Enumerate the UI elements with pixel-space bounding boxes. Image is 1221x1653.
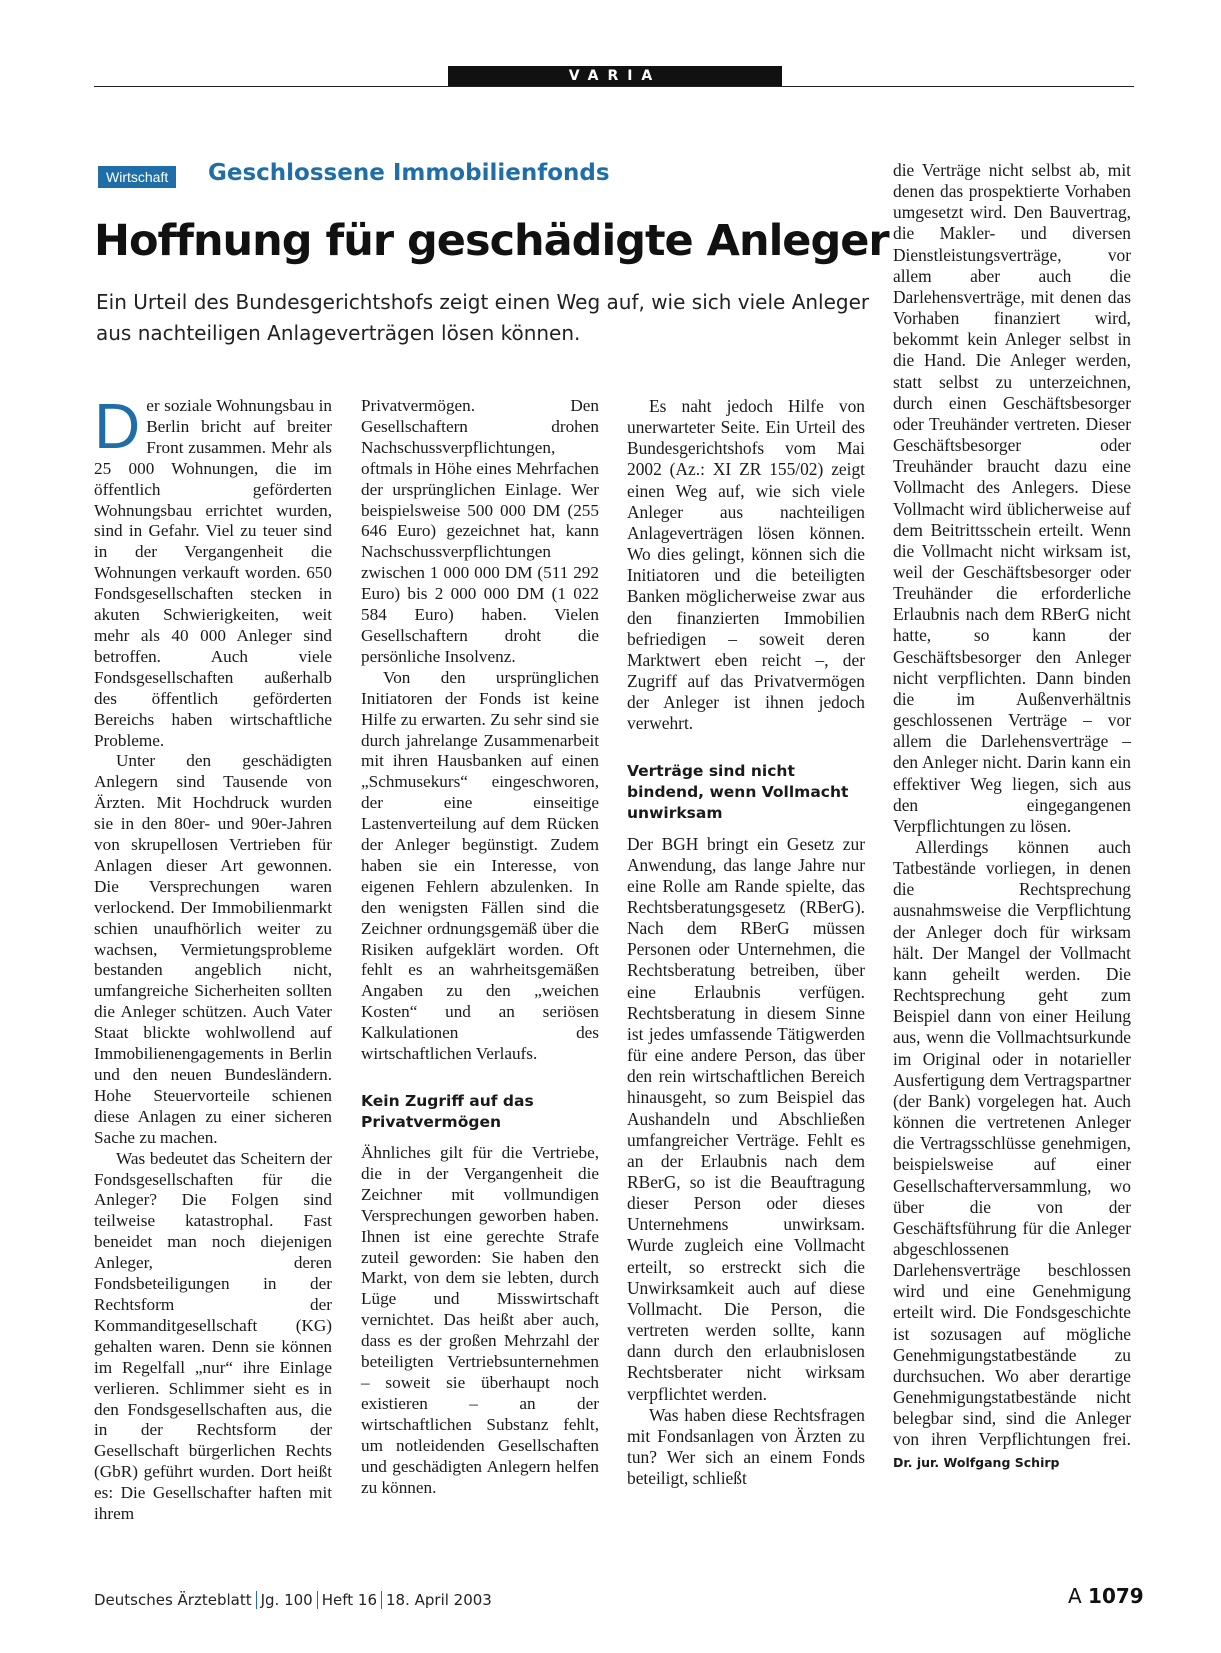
paragraph: er soziale Wohnungsbau in Berlin bricht auf breiter Front zusammen. Mehr als 25 000 Wohnungen, die im öffentlich geförderten Wohnungsbau errichtet wurden, sind in Gefahr. Viel zu teuer sind in der Vergangenheit die Wohnungen verkauft worden. 650 Fondsgesellschaften stecken in akuten Schwierigkeiten, weit mehr als 40 000 Anleger sind betroffen. Auch viele Fondsgesellschaften außerhalb des öffentlich geförderten Bereichs haben wirtschaftliche Probleme. [94, 396, 332, 750]
column-2 [361, 396, 599, 1498]
top-rule [94, 86, 1134, 87]
separator [256, 1591, 257, 1609]
column-4 [893, 160, 1131, 1473]
separator [317, 1591, 318, 1609]
subheading: Verträge sind nicht bindend, wenn Vollmacht unwirksam [627, 761, 849, 822]
column-1 [94, 390, 332, 1525]
page-prefix: A [1068, 1584, 1082, 1608]
footer [94, 1591, 492, 1609]
volume: Jg. 100 [260, 1591, 313, 1609]
paragraph: Was haben diese Rechtsfragen mit Fondsanlagen von Ärzten zu tun? Wer sich an einem Fonds beteiligt, schließt [627, 1404, 865, 1489]
section-bar: VARIA [448, 66, 782, 87]
paragraph: Privatvermögen. Den Gesellschaftern drohen Nachschussverpflichtungen, oftmals in Höhe eines Mehrfachen der ursprünglichen Einlage. Wer beispielsweise 500 000 DM (255 646 Euro) gezeichnet hat, kann Nachschussverpflichtungen zwischen 1 000 000 DM (511 292 Euro) bis 2 000 000 DM (1 022 584 Euro) haben. Vielen Gesellschaftern droht die persönliche Insolvenz. [361, 396, 599, 666]
paragraph [893, 837, 1131, 1473]
page-number [1068, 1584, 1144, 1608]
separator [381, 1591, 382, 1609]
column-3 [627, 396, 865, 1489]
author: Dr. jur. Wolfgang Schirp [893, 1454, 1060, 1470]
paragraph: die Verträge nicht selbst ab, mit denen das prospektierte Vorhaben umgesetzt wird. Den Bauvertrag, die Makler- und diversen Dienstleistungsverträge, vor allem aber auch die Darlehensverträge, mit denen das Vorhaben finanziert wird, bekommt kein Anleger selbst in die Hand. Die Anleger werden, statt selbst zu unterzeichnen, durch einen Geschäftsbesorger oder Treuhänder vertreten. Dieser Geschäftsbesorger oder Treuhänder braucht dazu eine Vollmacht des Anlegers. Diese Vollmacht wird üblicherweise auf dem Beitrittsschein erteilt. Wenn die Vollmacht nicht wirksam ist, weil der Geschäftsbesorger oder Treuhänder die erforderliche Erlaubnis nach dem RBerG nicht hatte, so kann der Geschäftsbesorger den Anleger nicht verpflichten. Dann binden die im Außenverhältnis geschlossenen Verträge – vor allem die Darlehensverträge – den Anleger nicht. Darin kann ein effektiver Weg liegen, sich aus den eingegangenen Verpflichtungen zu lösen. [893, 160, 1131, 836]
paragraph: Von den ursprünglichen Initiatoren der Fonds ist keine Hilfe zu erwarten. Zu sehr sind sie durch jahrelange Zusammenarbeit mit ihren Hausbanken auf einen „Schmusekurs“ eingeschworen, der eine einseitige Lastenverteilung auf dem Rücken der Anleger begünstigt. Zudem haben sie ein Interesse, von eigenen Fehlern abzulenken. In den wenigsten Fällen sind die Zeichner ordnungsgemäß über die Risiken aufgeklärt worden. Oft fehlt es an wahrheitsgemäßen Angaben zu den „weichen Kosten“ und an seriösen Kalkulationen des wirtschaftlichen Verlaufs. [361, 667, 599, 1064]
paragraph: Unter den geschädigten Anlegern sind Tausende von Ärzten. Mit Hochdruck wurden sie in den 80er- und 90er-Jahren von skrupellosen Vertrieben für Anlagen dieser Art gewonnen. Die Versprechungen waren verlockend. Der Immobilienmarkt schien unaufhörlich weiter zu wachsen, Vermietungsprobleme bestanden angeblich nicht, umfangreiche Sicherheiten sollten die Anleger schützen. Auch Vater Staat blickte wohlwollend auf Immobilienengagements in Berlin und den neuen Bundesländern. Hohe Steuervorteile schienen diese Anlagen zu einer sicheren Sache zu machen. [94, 751, 332, 1147]
paragraph-text: Allerdings können auch Tatbestände vorliegen, in denen die Rechtsprechung ausnahmsweise die Verpflichtung der Anleger doch für wirksam hält. Der Mangel der Vollmacht kann geheilt werden. Die Rechtsprechung geht zum Beispiel dann von einer Heilung aus, wenn die Vollmachtsurkunde im Original oder in notarieller Ausfertigung dem Vertragspartner (der Bank) vorgelegen hat. Auch können die vertretenen Anleger die Vertragsschlüsse genehmigen, beispielsweise auf einer Gesellschafterversammlung, wo über die von der Geschäftsführung für die Anleger abgeschlossenen Darlehensverträge beschlossen wird und eine Genehmigung erteilt wird. Die Fondsgeschichte ist sozusagen auf mögliche Genehmigungstatbestände zu durchsuchen. Wo aber derartige Genehmigungstatbestände nicht belegbar sind, sind die Anleger von ihren Verpflichtungen frei. [893, 837, 1131, 1450]
headline: Hoffnung für geschädigte Anleger [94, 216, 889, 266]
date: 18. April 2003 [386, 1591, 492, 1609]
paragraph: Ähnliches gilt für die Vertriebe, die in der Vergangenheit die Zeichner mit vollmundigen Versprechungen geworben haben. Ihnen ist eine gerechte Strafe zuteil geworden: Sie haben den Markt, von dem sie lebten, durch Lüge und Misswirtschaft vernichtet. Das heißt aber auch, dass es der großen Mehrzahl der beteiligten Vertriebsunternehmen – soweit sie überhaupt noch existieren – an der wirtschaftlichen Substanz fehlt, um notleidenden Gesellschaften und geschädigten Anlegern helfen zu können. [361, 1143, 599, 1497]
subheading: Kein Zugriff auf das Privatvermögen [361, 1092, 534, 1131]
issue: Heft 16 [321, 1591, 377, 1609]
paragraph: Der BGH bringt ein Gesetz zur Anwendung, das lange Jahre nur eine Rolle am Rande spielte, das Rechtsberatungsgesetz (RBerG). Nach dem RBerG müssen Personen oder Unternehmen, die Rechtsberatung betreiben, über eine Erlaubnis verfügen. Rechtsberatung in diesem Sinne ist jedes umfassende Tätigwerden für eine andere Person, das über den rein wirtschaftlichen Bereich hinausgeht, so zum Beispiel das Aushandeln und Abschließen umfangreicher Verträge. Fehlt es an der Erlaubnis nach dem RBerG, so ist die Beauftragung dieser Person oder dieses Unternehmens unwirksam. Wurde zugleich eine Vollmacht erteilt, so erstreckt sich die Unwirksamkeit auch auf diese Vollmacht. Die Person, die vertreten werden sollte, kann dann durch den erlaubnislosen Rechtsberater nicht wirksam verpflichtet werden. [627, 833, 865, 1404]
rubric-badge: Wirtschaft [98, 166, 176, 188]
journal-name: Deutsches Ärzteblatt [94, 1591, 252, 1609]
kicker: Geschlossene Immobilienfonds [208, 160, 610, 186]
page-number-value: 1079 [1088, 1584, 1144, 1608]
paragraph: Es naht jedoch Hilfe von unerwarteter Seite. Ein Urteil des Bundesgerichtshofs vom Mai 2002 (Az.: XI ZR 155/02) zeigt einen Weg auf, wie sich viele Anleger aus nachteiligen Anlageverträgen lösen können. Wo dies gelingt, können sich die Initiatoren und die beteiligten Banken möglicherweise zwar aus den finanzierten Immobilien befriedigen – soweit deren Marktwert eben reicht –, der Zugriff auf das Privatvermögen der Anleger ist ihnen jedoch verwehrt. [627, 396, 865, 734]
lead-text: Ein Urteil des Bundesgerichtshofs zeigt einen Weg auf, wie sich viele Anleger aus nachteiligen Anlageverträgen lösen können. [96, 290, 870, 345]
dropcap: D [94, 390, 141, 462]
paragraph: Was bedeutet das Scheitern der Fondsgesellschaften für die Anleger? Die Folgen sind teilweise katastrophal. Fast beneidet man noch diejenigen Anleger, deren Fondsbeteiligungen in der Rechtsform der Kommanditgesellschaft (KG) gehalten waren. Denn sie können im Regelfall „nur“ ihre Einlage verlieren. Schlimmer sieht es in den Fondsgesellschaften aus, die in der Rechtsform der Gesellschaft bürgerlichen Rechts (GbR) geführt wurden. Dort heißt es: Die Gesellschafter haften mit ihrem [94, 1148, 332, 1524]
